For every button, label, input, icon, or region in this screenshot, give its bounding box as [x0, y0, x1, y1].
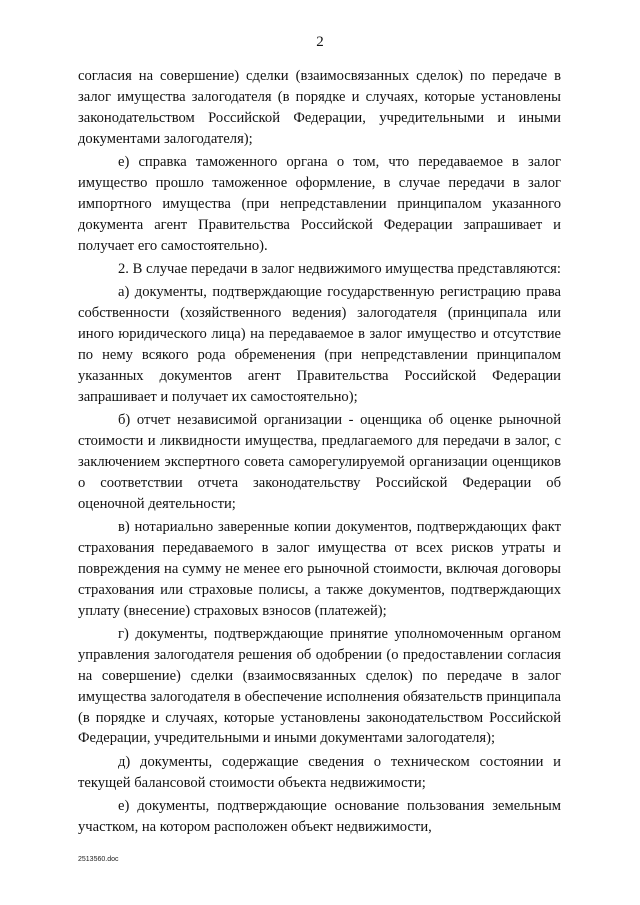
- footer-filename: 2513560.doc: [78, 856, 119, 863]
- paragraph: а) документы, подтверждающие государственную регистрацию права собственности (хозяйственного ведения) залогодателя (принципала или иного юридического лица) на передаваемое в залог имущество и отсутствие по нему всякого рода обременения (при непредставлении принципалом указанных документов агент Правительства Российской Федерации запрашивает и получает их самостоятельно);: [78, 284, 561, 405]
- document-body: [78, 66, 561, 840]
- page-number: 2: [316, 34, 324, 50]
- paragraph: е) документы, подтверждающие основание пользования земельным участком, на котором расположен объект недвижимости,: [78, 797, 561, 835]
- paragraph: е) справка таможенного органа о том, что передаваемое в залог имущество прошло таможенное оформление, в случае передачи в залог импортного имущества (при непредставлении принципалом указанного документа агент Правительства Российской Федерации запрашивает и получает его самостоятельно).: [78, 154, 561, 254]
- paragraph: в) нотариально заверенные копии документов, подтверждающих факт страхования передаваемого в залог имущества от всех рисков утраты и повреждения на сумму не менее его рыночной стоимости, включая договоры страхования или страховые полисы, а также документов, подтверждающих уплату (внесение) страховых взносов (платежей);: [78, 518, 561, 619]
- paragraph: д) документы, содержащие сведения о техническом состоянии и текущей балансовой стоимости объекта недвижимости;: [78, 753, 561, 791]
- paragraph: согласия на совершение) сделки (взаимосвязанных сделок) по передаче в залог имущества залогодателя (в порядке и случаях, которые установлены законодательством Российской Федерации, учредительными и иными документами залогодателя);: [78, 68, 561, 147]
- paragraph: 2. В случае передачи в залог недвижимого имущества представляются:: [118, 260, 561, 277]
- paragraph: б) отчет независимой организации - оценщика об оценке рыночной стоимости и ликвидности имущества, предлагаемого для передачи в залог, с заключением экспертного совета саморегулируемой организации оценщиков о соответствии отчета законодательству Российской Федерации об оценочной деятельности;: [78, 412, 561, 512]
- paragraph: г) документы, подтверждающие принятие уполномоченным органом управления залогодателя решения об одобрении (о предоставлении согласия на совершение) сделки (взаимосвязанных сделок) по передаче в залог имущества залогодателя в обеспечение исполнения обязательств принципала (в порядке и случаях, которые установлены законодательством Российской Федерации, учредительными и иными документами залогодателя);: [78, 625, 561, 747]
